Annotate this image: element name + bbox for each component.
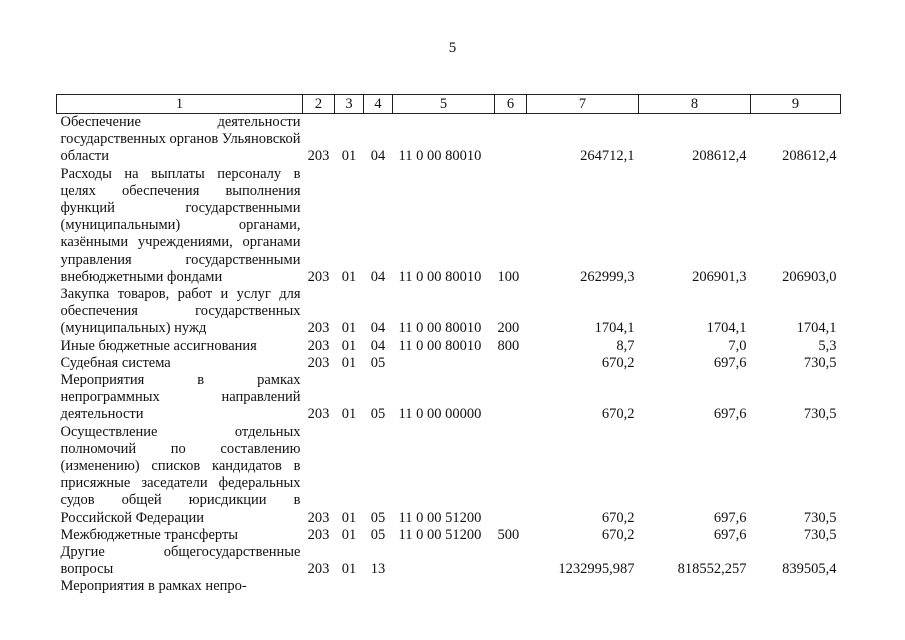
row-value-7: 8,7 bbox=[616, 337, 635, 354]
row-subsection: 05 bbox=[370, 406, 386, 423]
column-header-9: 9 bbox=[751, 95, 841, 114]
row-value-9: 730,5 bbox=[803, 406, 837, 423]
row-subsection: 05 bbox=[370, 509, 386, 526]
row-value-8: 7,0 bbox=[728, 337, 747, 354]
row-value-7: 670,2 bbox=[601, 526, 635, 543]
column-header-3: 3 bbox=[335, 95, 364, 114]
row-target-code: 11 0 00 80010 bbox=[398, 320, 482, 337]
row-name: Мероприятия в рамках непрограммных направлений деятельности bbox=[60, 372, 301, 423]
row-target-code: 11 0 00 51200 bbox=[398, 509, 482, 526]
column-header-1: 1 bbox=[57, 95, 303, 114]
row-expense-type bbox=[495, 372, 527, 424]
table-row bbox=[57, 424, 841, 527]
row-expense-type bbox=[495, 578, 527, 595]
column-number-row bbox=[57, 95, 841, 114]
row-name: Осуществление отдельных полномочий по составлению (изменению) списков кандидатов в присяжные заседатели федеральных судов общей юрисдикции в Российской Федерации bbox=[60, 423, 301, 526]
table-row bbox=[57, 544, 841, 578]
column-header-8: 8 bbox=[639, 95, 751, 114]
row-value-8: 697,6 bbox=[713, 354, 747, 371]
row-grbs bbox=[303, 578, 335, 595]
row-value-7: 262999,3 bbox=[580, 268, 635, 285]
row-value-8: 1704,1 bbox=[706, 320, 747, 337]
column-header-6: 6 bbox=[495, 95, 527, 114]
row-grbs: 203 bbox=[307, 354, 330, 371]
row-subsection bbox=[364, 578, 393, 595]
row-value-8: 697,6 bbox=[713, 526, 747, 543]
row-target-code: 11 0 00 80010 bbox=[398, 148, 482, 165]
budget-table bbox=[56, 94, 841, 596]
row-expense-type bbox=[495, 544, 527, 578]
row-subsection: 04 bbox=[370, 337, 386, 354]
row-grbs: 203 bbox=[307, 320, 330, 337]
row-value-9: 730,5 bbox=[803, 509, 837, 526]
row-value-8: 206901,3 bbox=[692, 268, 747, 285]
row-target-code: 11 0 00 51200 bbox=[398, 526, 482, 543]
column-header-2: 2 bbox=[303, 95, 335, 114]
row-name: Мероприятия в рамках непро- bbox=[60, 578, 247, 595]
table-row bbox=[57, 527, 841, 544]
row-section: 01 bbox=[341, 354, 357, 371]
row-section: 01 bbox=[341, 337, 357, 354]
row-value-8: 818552,257 bbox=[677, 561, 747, 578]
row-subsection: 05 bbox=[370, 526, 386, 543]
row-name: Иные бюджетные ассигнования bbox=[60, 337, 257, 354]
row-expense-type bbox=[495, 424, 527, 527]
row-expense-type bbox=[495, 355, 527, 372]
page-number: 5 bbox=[448, 40, 457, 56]
row-target-code bbox=[393, 578, 495, 595]
row-value-9 bbox=[751, 578, 841, 595]
row-grbs: 203 bbox=[307, 509, 330, 526]
row-value-7: 670,2 bbox=[601, 354, 635, 371]
row-target-code bbox=[393, 355, 495, 372]
row-value-7: 264712,1 bbox=[580, 148, 635, 165]
row-expense-type bbox=[495, 114, 527, 166]
row-expense-type: 800 bbox=[497, 337, 520, 354]
row-section: 01 bbox=[341, 509, 357, 526]
table-row bbox=[57, 355, 841, 372]
row-value-7: 670,2 bbox=[601, 509, 635, 526]
column-header-7: 7 bbox=[527, 95, 639, 114]
row-value-9: 839505,4 bbox=[782, 561, 837, 578]
row-section: 01 bbox=[341, 148, 357, 165]
row-target-code: 11 0 00 80010 bbox=[398, 268, 482, 285]
row-name: Расходы на выплаты персоналу в целях обеспечения выполнения функций государственными (муниципальными) органами, казёнными учреждениями, органами управления государственными внебюджетными фондами bbox=[60, 165, 301, 285]
row-target-code: 11 0 00 00000 bbox=[398, 406, 482, 423]
row-value-9: 730,5 bbox=[803, 526, 837, 543]
row-name: Обеспечение деятельности государственных органов Ульяновской области bbox=[60, 114, 301, 165]
row-subsection: 13 bbox=[370, 561, 386, 578]
row-value-8: 697,6 bbox=[713, 406, 747, 423]
row-value-9: 208612,4 bbox=[782, 148, 837, 165]
row-target-code: 11 0 00 80010 bbox=[398, 337, 482, 354]
row-value-8 bbox=[639, 578, 751, 595]
table-row bbox=[57, 338, 841, 355]
row-name: Судебная система bbox=[60, 354, 171, 371]
row-expense-type: 200 bbox=[497, 320, 520, 337]
table-row bbox=[57, 114, 841, 166]
row-subsection: 04 bbox=[370, 320, 386, 337]
row-grbs: 203 bbox=[307, 337, 330, 354]
row-subsection: 05 bbox=[370, 354, 386, 371]
row-subsection: 04 bbox=[370, 148, 386, 165]
row-section bbox=[335, 578, 364, 595]
row-subsection: 04 bbox=[370, 268, 386, 285]
row-value-9: 5,3 bbox=[818, 337, 837, 354]
row-value-7 bbox=[527, 578, 639, 595]
row-expense-type: 100 bbox=[497, 268, 520, 285]
row-expense-type: 500 bbox=[497, 526, 520, 543]
row-name: Закупка товаров, работ и услуг для обеспечения государственных (муниципальных) нужд bbox=[60, 286, 301, 337]
row-name: Другие общегосударственные вопросы bbox=[60, 544, 301, 578]
row-section: 01 bbox=[341, 268, 357, 285]
row-grbs: 203 bbox=[307, 561, 330, 578]
row-grbs: 203 bbox=[307, 148, 330, 165]
table-row bbox=[57, 372, 841, 424]
row-value-7: 1232995,987 bbox=[558, 561, 635, 578]
table-row bbox=[57, 166, 841, 286]
row-grbs: 203 bbox=[307, 268, 330, 285]
row-value-9: 206903,0 bbox=[782, 268, 837, 285]
row-section: 01 bbox=[341, 526, 357, 543]
row-grbs: 203 bbox=[307, 526, 330, 543]
column-header-5: 5 bbox=[393, 95, 495, 114]
row-grbs: 203 bbox=[307, 406, 330, 423]
column-header-4: 4 bbox=[364, 95, 393, 114]
row-value-8: 697,6 bbox=[713, 509, 747, 526]
row-value-7: 670,2 bbox=[601, 406, 635, 423]
row-value-9: 730,5 bbox=[803, 354, 837, 371]
row-target-code bbox=[393, 544, 495, 578]
row-value-7: 1704,1 bbox=[594, 320, 635, 337]
table-row bbox=[57, 286, 841, 338]
row-value-9: 1704,1 bbox=[796, 320, 837, 337]
row-value-8: 208612,4 bbox=[692, 148, 747, 165]
row-section: 01 bbox=[341, 406, 357, 423]
row-name: Межбюджетные трансферты bbox=[60, 526, 239, 543]
table-row bbox=[57, 578, 841, 595]
row-section: 01 bbox=[341, 561, 357, 578]
row-section: 01 bbox=[341, 320, 357, 337]
